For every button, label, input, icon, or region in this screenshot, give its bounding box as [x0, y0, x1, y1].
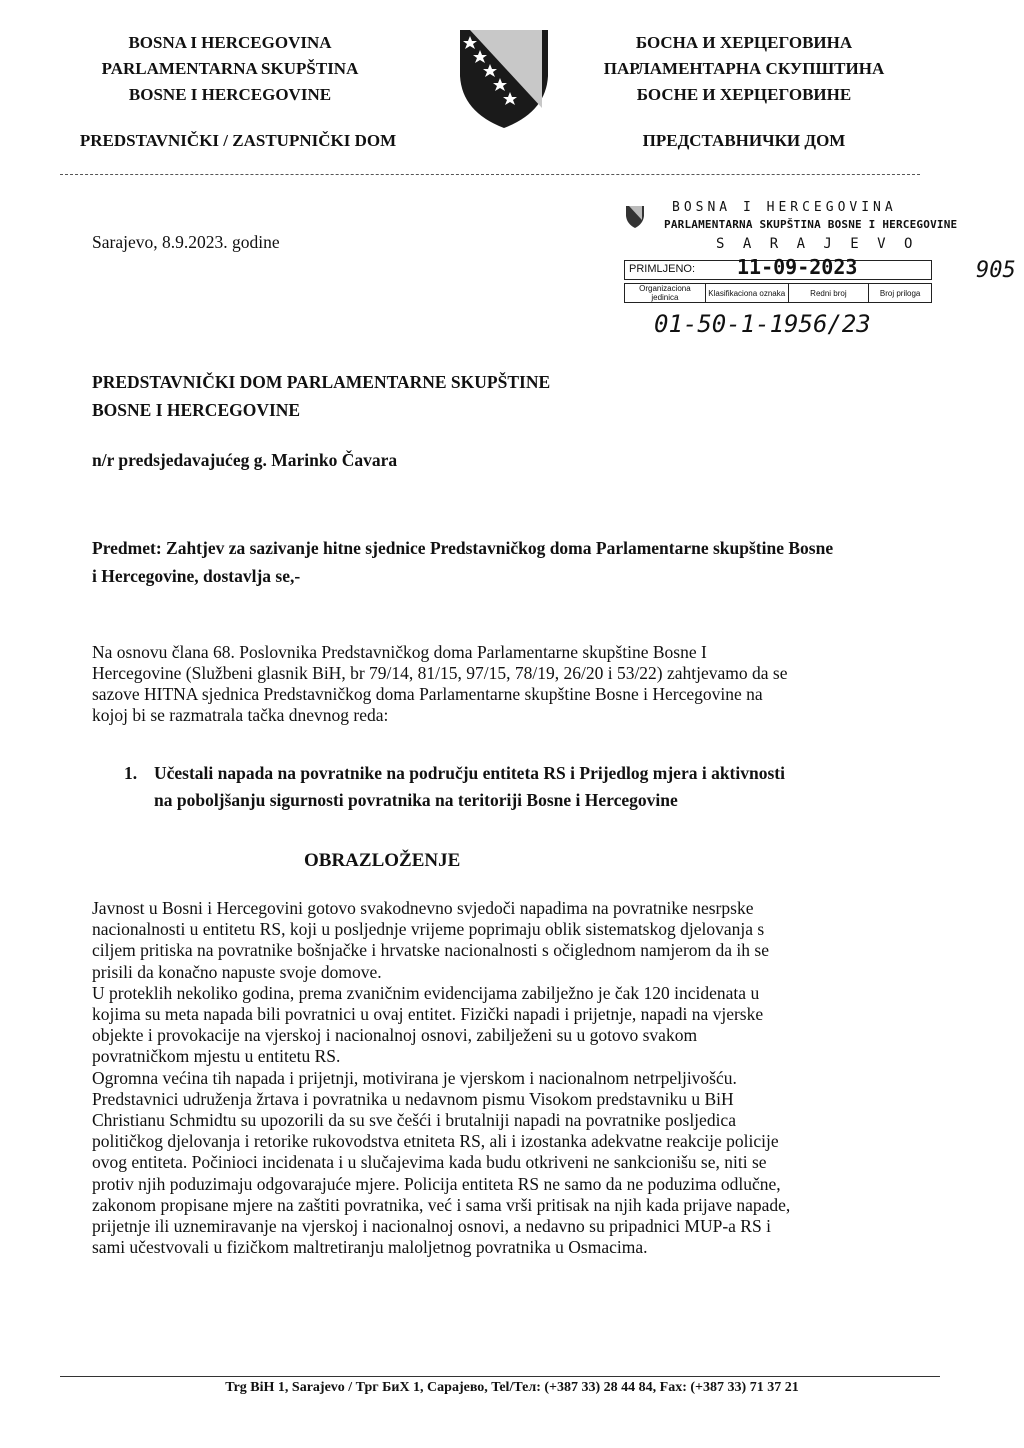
- intro-line: Na osnovu člana 68. Poslovnika Predstavničkog doma Parlamentarne skupštine Bosne I: [92, 642, 707, 662]
- body-line: protiv njih poduzimaju odgovarajuće mjere. Policija entiteta RS ne samo da ne poduzima odlučne,: [92, 1173, 781, 1194]
- body-line: U proteklih nekoliko godina, prema zvaničnim evidencijama zabilježno je čak 120 incidenata u: [92, 982, 760, 1003]
- house-right: ПРЕДСТАВНИЧКИ ДОМ: [642, 131, 846, 150]
- coat-of-arms-icon: [456, 26, 552, 132]
- recipient-line: PREDSTAVNIČKI DOM PARLAMENTARNE SKUPŠTINE: [92, 372, 551, 392]
- stamp-received-row: [624, 255, 932, 280]
- body-line: ciljem pritiska na povratnike bošnjačke i hrvatske nacionalnosti s očiglednom namjerom da ih se: [92, 940, 769, 961]
- agenda-line: Učestali napada na povratnike na području entiteta RS i Prijedlog mjera i aktivnosti: [154, 763, 785, 783]
- body-line: Ogromna većina tih napada i prijetnji, motivirana je vjerskom i nacionalnom netrpeljivošću.: [92, 1067, 737, 1088]
- header-left-line: BOSNE I HERCEGOVINE: [128, 85, 332, 104]
- footer-address: Trg BiH 1, Sarajevo / Трг БиХ 1, Сарајево, Tel/Тел: (+387 33) 28 44 84, Fax: (+387 33) 71 37 21: [225, 1380, 799, 1395]
- body-line: objekte i provokacije na vjerskoj i nacionalnoj osnovi, zabilježeni su u gotovo svakom: [92, 1025, 698, 1046]
- intro-line: sazove HITNA sjednica Predstavničkog doma Parlamentarne skupštine Bosne i Hercegovine na: [92, 684, 763, 704]
- header-left-line: BOSNA I HERCEGOVINA: [128, 33, 332, 52]
- body-line: nacionalnosti u entitetu RS, koji u posljednje vrijeme poprimaju oblik sistematskog djelovanja s: [92, 919, 765, 940]
- margin-note: 905: [976, 258, 1016, 283]
- header-right-line: ПАРЛАМЕНТАРНА СКУПШТИНА: [603, 59, 885, 78]
- stamp-col-class: Klasifikaciona oznaka: [705, 284, 788, 303]
- subject-line: i Hercegovine, dostavlja se,-: [92, 566, 301, 586]
- recipient-line: BOSNE I HERCEGOVINE: [92, 400, 301, 420]
- stamp-emblem-icon: [624, 204, 646, 230]
- body-line: zakonom propisane mjere na zaštiti povratnika, već i sama vrši pritisak na njih kada prijave napade,: [92, 1194, 791, 1215]
- subject: [92, 534, 833, 590]
- header-right-line: БОСНА И ХЕРЦЕГОВИНА: [635, 33, 853, 52]
- body-text: [92, 898, 790, 1258]
- body-line: povratničkom mjestu u entitetu RS.: [92, 1046, 341, 1067]
- stamp-line-2: PARLAMENTARNA SKUPŠTINA BOSNE I HERCEGOVINE: [664, 218, 958, 231]
- stamp-received-date: 11-09-2023: [737, 255, 858, 279]
- header-right-line: БОСНЕ И ХЕРЦЕГОВИНЕ: [636, 85, 852, 104]
- agenda-number: 1.: [124, 763, 138, 783]
- body-line: sami učestvovali u fizičkom maltretiranju maloljetnog povratnika u Osmacima.: [92, 1237, 648, 1258]
- body-line: kojima su meta napada bili povratnici u ovaj entitet. Fizički napadi i prijetnje, napadi na vjerske: [92, 1004, 764, 1025]
- header-right: [584, 30, 904, 108]
- intro-paragraph: [92, 642, 788, 726]
- stamp-col-attach: Broj priloga: [869, 284, 932, 303]
- stamp-line-3: S A R A J E V O: [716, 236, 918, 252]
- subject-line: Predmet: Zahtjev za sazivanje hitne sjednice Predstavničkog doma Parlamentarne skupštine Bosne: [92, 538, 834, 558]
- stamp-received-label: PRIMLJENO:: [629, 263, 696, 275]
- intro-line: kojoj bi se razmatrala tačka dnevnog reda:: [92, 705, 389, 725]
- stamp-table: [624, 283, 932, 303]
- stamp-line-1: BOSNA I HERCEGOVINA: [672, 200, 897, 215]
- agenda-item: [124, 760, 785, 814]
- section-title: OBRAZLOŽENJE: [304, 850, 461, 871]
- header-left-line: PARLAMENTARNA SKUPŠTINA: [101, 59, 359, 78]
- house-left: PREDSTAVNIČKI / ZASTUPNIČKI DOM: [79, 131, 397, 150]
- intro-line: Hercegovine (Službeni glasnik BiH, br 79/14, 81/15, 97/15, 78/19, 26/20 i 53/22) zahtjevamo da se: [92, 663, 788, 683]
- body-line: Christianu Schmidtu su upozorili da su sve češći i brutalniji napadi na povratnike posljedica: [92, 1110, 736, 1131]
- handwritten-registry-number: 01-50-1-1956/23: [654, 310, 871, 338]
- header-divider: [60, 174, 920, 175]
- header-left: [60, 30, 400, 108]
- body-line: političkog djelovanja i retorike rukovodstva etniteta RS, ali i izostanka adekvatne reakcije policije: [92, 1131, 779, 1152]
- body-line: Javnost u Bosni i Hercegovini gotovo svakodnevno svjedoči napadima na povratnike nesrpske: [92, 898, 754, 918]
- footer-divider: [60, 1376, 940, 1377]
- stamp-col-serial: Redni broj: [788, 284, 869, 303]
- recipient: [92, 368, 550, 424]
- agenda-line: na poboljšanju sigurnosti povratnika na teritoriji Bosne i Hercegovine: [154, 790, 678, 810]
- recipient-attention: n/r predsjedavajućeg g. Marinko Čavara: [92, 450, 398, 470]
- body-line: ovog entiteta. Počinioci incidenata i u slučajevima kada budu otkriveni ne sankcionišu se, niti se: [92, 1152, 767, 1173]
- body-line: prijetnje ili uznemiravanje na vjerskoj i nacionalnoj osnovi, a nedavno su pripadnici MUP-a RS i: [92, 1216, 771, 1237]
- body-line: prisili da konačno napuste svoje domove.: [92, 961, 382, 982]
- body-line: Predstavnici udruženja žrtava i povratnika u nedavnom pismu Visokom predstavniku u BiH: [92, 1088, 734, 1109]
- stamp-col-org: Organizaciona jedinica: [625, 284, 706, 303]
- date-line: Sarajevo, 8.9.2023. godine: [92, 232, 280, 252]
